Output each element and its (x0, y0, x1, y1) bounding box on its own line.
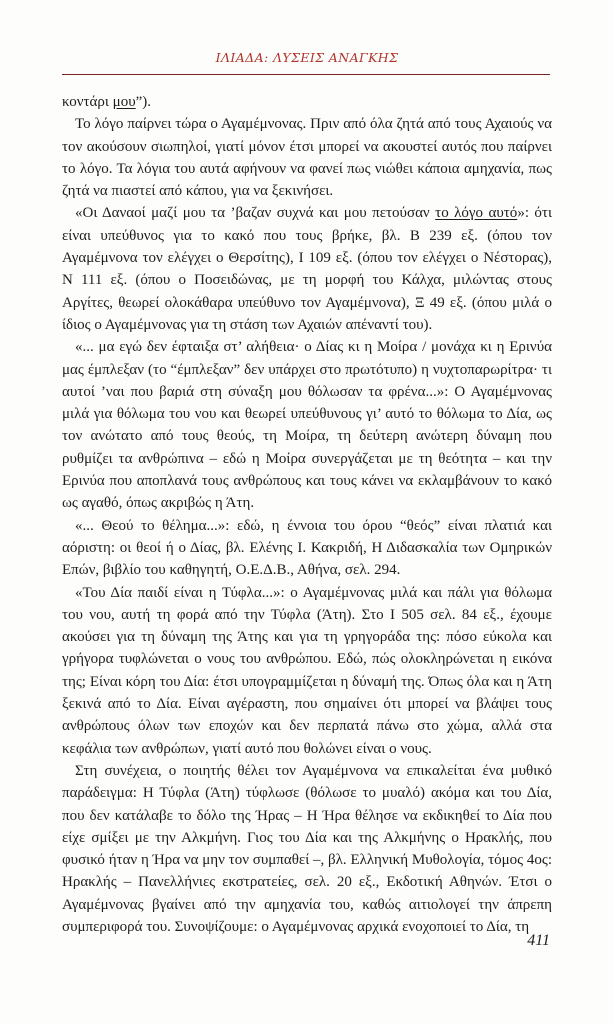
text-segment: «... μα εγώ δεν έφταιξα στ’ αλήθεια· ο Δίας κι η Μοίρα / μονάχα κι η Ερινύα μας έμπλεξαν (το “έμπλεξαν” δεν υπάρχει στο πρωτότυπο) η νυχτοπαρωρίτρα· τι αυτοί ’ναι που βαριά στη σύναξη μου θόλωσαν τα φρένα...»: Ο Αγαμέμνονας μιλά για θόλωμα του νου και θεωρεί υπεύθυνους γι’ αυτό το θόλωμα το Δία, ως τον ανώτατο από τους θεούς, τη Μοίρα, τη δεύτερη ανώτερη δύναμη που ρυθμίζει τα ανθρώπινα – εδώ η Μοίρα συνεργάζεται με τη θεότητα – και την Ερινύα που αποπλανά τους ανθρώπους και τους κάνει να εκλαμβάνουν το κακό ως αγαθό, όπως ακριβώς η Άτη. (62, 339, 552, 512)
text-segment: «Οι Δαναοί μαζί μου τα ’βαζαν συχνά και μου πετούσαν (75, 205, 436, 222)
paragraph (62, 113, 552, 202)
paragraph (62, 202, 552, 336)
paragraph (62, 336, 552, 514)
header-rule (62, 74, 550, 75)
paragraph (62, 515, 552, 582)
paragraph (62, 582, 552, 760)
body-text (62, 91, 552, 938)
text-segment: «Του Δία παιδί είναι η Τύφλα...»: ο Αγαμέμνονας μιλά και πάλι για θόλωμα του νου, αυτή τη φορά από την Τύφλα (Άτη). Στο Ι 505 σελ. 84 εξ., έχουμε ακούσει για τη δύναμη της Άτης και για τη γρηγοράδα της: πόσο εύκολα και γρήγορα τυφλώνεται ο νους του ανθρώπου. Εδώ, πώς ολοκληρώνεται η εικόνα της; Είναι κόρη του Δία: έτσι υπογραμμίζεται η δύναμή της. Όπως όλα και η Άτη ξεκινά από το Δία. Είναι αγέραστη, που σημαίνει ότι μπορεί να βλάψει τους ανθρώπους όλων των εποχών και δεν περπατά πάνω στο χώμα, αλλά στα κεφάλια των ανθρώπων, γιατί αυτό που θολώνει είναι ο νους. (62, 584, 552, 757)
underlined-text: μου (112, 94, 136, 110)
paragraph (62, 760, 552, 938)
page-number: 411 (527, 932, 550, 949)
text-segment: ”). (135, 94, 152, 110)
text-segment: «... Θεού το θέλημα...»: εδώ, η έννοια του όρου “θεός” είναι πλατιά και αόριστη: οι θεοί ή ο Δίας, βλ. Ελένης Ι. Κακριδή, Η Διδασκαλία των Ομηρικών Επών, βιβλίο του καθηγητή, Ο.Ε.Δ.Β., Αθήνα, σελ. 294. (62, 517, 552, 579)
text-segment: Το λόγο παίρνει τώρα ο Αγαμέμνονας. Πριν από όλα ζητά από τους Αχαιούς να τον ακούσουν σιωπηλοί, γιατί μόνον έτσι μπορεί να ακουστεί αυτός που παίρνει το λόγο. Τα λόγια του αυτά αφήνουν να φανεί πως νιώθει κάποια αμηχανία, πως ζητά να πιαστεί από κάπου, για να ξεκινήσει. (62, 116, 552, 200)
text-segment: »: ότι είναι υπεύθυνος για το κακό που τους βρήκε, βλ. Β 239 εξ. (όπου τον Αγαμέμνονα τον ελέγχει ο Θερσίτης), Ι 109 εξ. (όπου τον ελέγχει ο Νέστορας), Ν 111 εξ. (όπου ο Ποσειδώνας, με τη μορφή του Κάλχα, μιλώντας στους Αργίτες, θεωρεί ολοκάθαρα υπεύθυνο τον Αγαμέμνονα), Ξ 49 εξ. (όπου μιλά ο ίδιος ο Αγαμέμνονας για τη στάση των Αχαιών απέναντί του). (62, 205, 552, 333)
paragraph (62, 91, 552, 113)
text-segment: κοντάρι (62, 94, 113, 110)
running-header: ΙΛΙΑΔΑ: ΛΥΣΕΙΣ ΑΝΑΓΚΗΣ (215, 50, 399, 65)
text-segment: Στη συνέχεια, ο ποιητής θέλει τον Αγαμέμνονα να επικαλείται ένα μυθικό παράδειγμα: Η Τύφλα (Άτη) τύφλωσε (θόλωσε το μυαλό) ακόμα και του Δία, που δεν κατάλαβε το δόλο της Ήρας – Η Ήρα θέλησε να εκδικηθεί το Δία που είχε σμίξει με την Αλκμήνη. Γιος του Δία και της Αλκμήνης ο Ηρακλής, που φυσικό ήταν η Ήρα να μην τον συμπαθεί –, βλ. Ελληνική Μυθολογία, τόμος 4ος: Ηρακλής – Πανελλήνιες εκστρατείες, σελ. 20 εξ., Εκδοτική Αθηνών. Έτσι ο Αγαμέμνονας βγαίνει από την αμηχανία του, καθώς αιτιολογεί την άπρεπη συμπεριφορά του. Συνοψίζουμε: ο Αγαμέμνονας αρχικά ενοχοποιεί το Δία, τη (62, 762, 552, 935)
underlined-text: το λόγο αυτό (435, 205, 518, 222)
